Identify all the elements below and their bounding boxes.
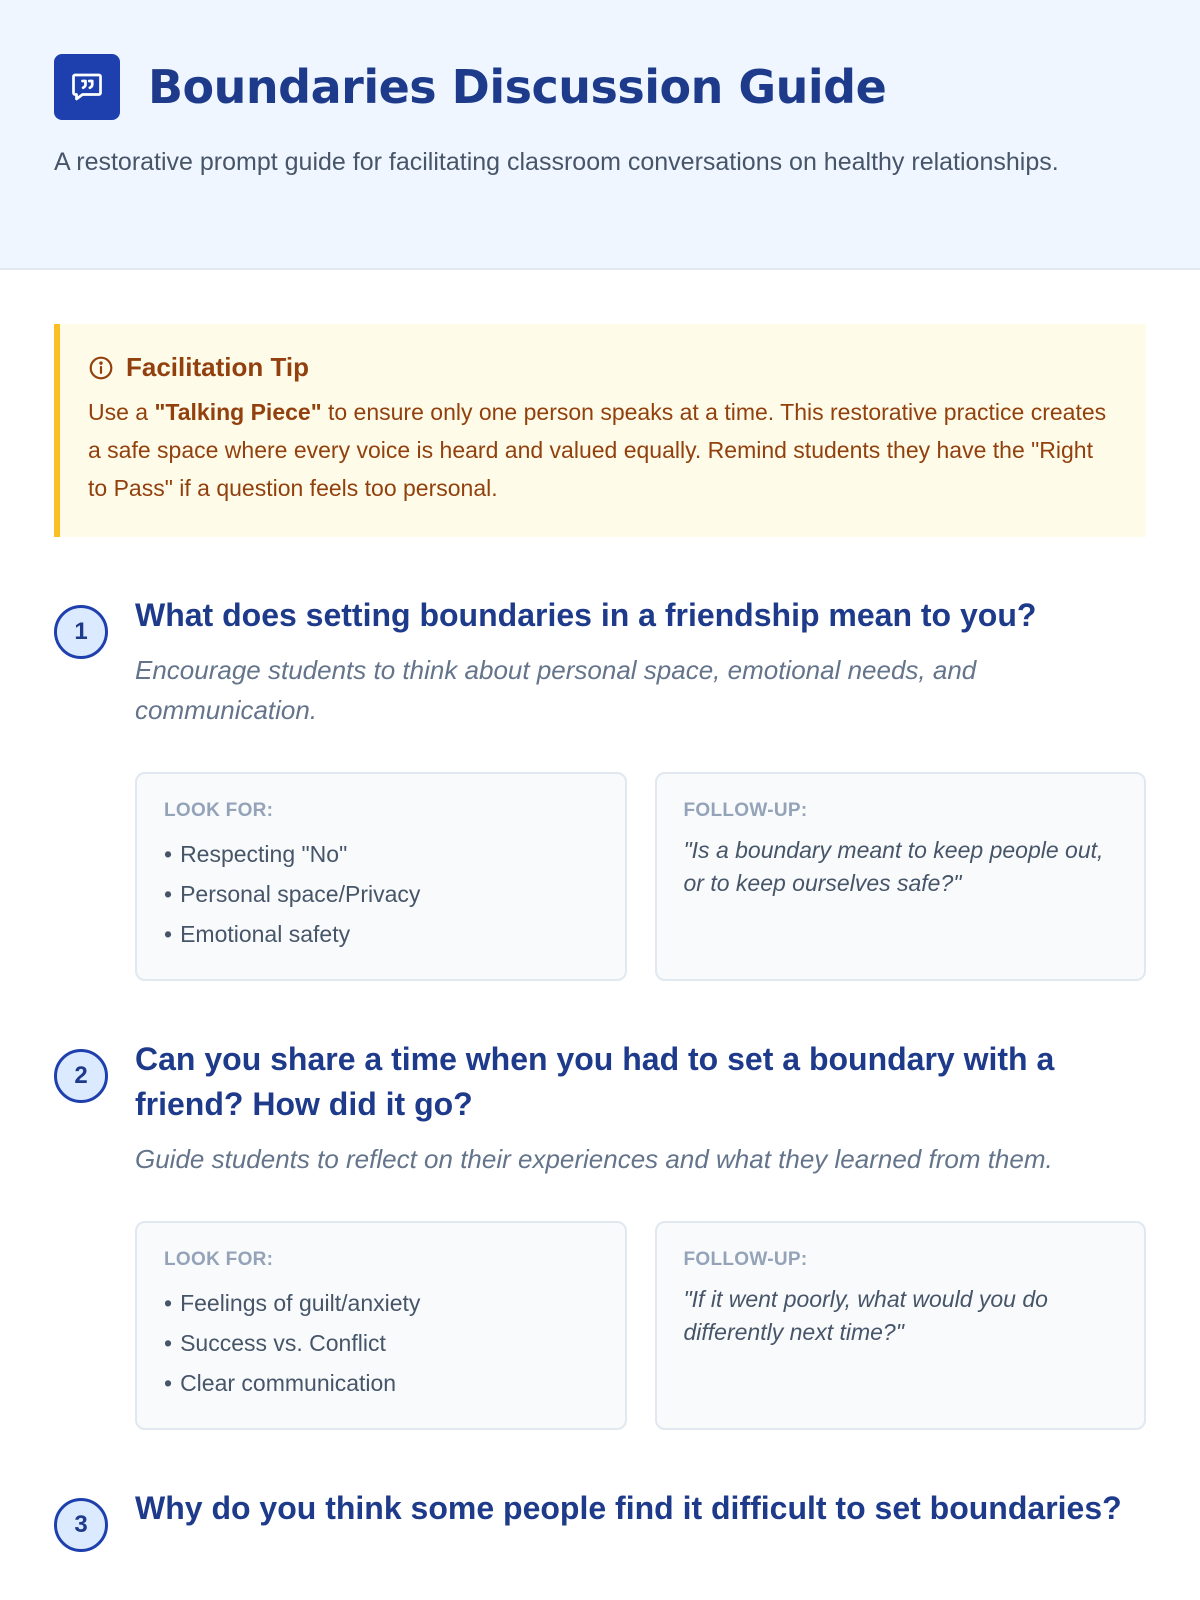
question-cards [135,1221,1146,1430]
list-item [164,1283,598,1323]
follow-up-card [655,1221,1147,1430]
list-item [164,914,598,954]
question-3 [54,1486,1146,1538]
tip-title: Facilitation Tip [126,352,309,382]
list-item-text: Respecting "No" [180,841,348,867]
question-title: What does setting boundaries in a friendship mean to you? [135,597,1037,633]
look-for-label: LOOK FOR: [164,800,274,821]
question-description: Encourage students to think about personal space, emotional needs, and communication. [135,655,977,725]
look-for-card [135,1221,627,1430]
list-item [164,1363,598,1403]
look-for-list [164,834,598,954]
list-item [164,1323,598,1363]
list-item-text: Feelings of guilt/anxiety [180,1290,421,1316]
question-description: Guide students to reflect on their experiences and what they learned from them. [135,1144,1053,1174]
tip-text-before: Use a [88,399,155,425]
follow-up-text: "If it went poorly, what would you do differently next time?" [683,1286,1048,1345]
bullet-icon: • [164,881,173,907]
list-item-text: Personal space/Privacy [180,881,421,907]
title-row [54,54,1146,120]
question-cards [135,772,1146,981]
question-1 [54,593,1146,981]
look-for-list [164,1283,598,1403]
question-number: 3 [54,1498,108,1552]
bullet-icon: • [164,1370,173,1396]
list-item-text: Success vs. Conflict [180,1330,386,1356]
follow-up-card [655,772,1147,981]
question-number: 1 [54,605,108,659]
quote-message-icon [54,54,120,120]
question-title: Can you share a time when you had to set a boundary with a friend? How did it go? [135,1041,1055,1122]
tip-header [88,352,1112,383]
follow-up-label: FOLLOW-UP: [683,1249,808,1270]
follow-up-text: "Is a boundary meant to keep people out, or to keep ourselves safe?" [683,837,1104,896]
info-icon [88,355,114,381]
page-title: Boundaries Discussion Guide [148,60,887,114]
tip-highlight: "Talking Piece" [154,399,322,425]
list-item [164,834,598,874]
question-title: Why do you think some people find it difficult to set boundaries? [135,1490,1122,1526]
question-2 [54,1037,1146,1430]
list-item-text: Emotional safety [180,921,351,947]
tip-text [88,393,1112,507]
bullet-icon: • [164,841,173,867]
page-subtitle: A restorative prompt guide for facilitating classroom conversations on healthy relationships. [54,148,1059,176]
look-for-label: LOOK FOR: [164,1249,274,1270]
bullet-icon: • [164,1290,173,1316]
list-item-text: Clear communication [180,1370,397,1396]
look-for-card [135,772,627,981]
list-item [164,874,598,914]
bullet-icon: • [164,921,173,947]
question-number: 2 [54,1049,108,1103]
page-header [0,0,1200,270]
bullet-icon: • [164,1330,173,1356]
follow-up-label: FOLLOW-UP: [683,800,808,821]
facilitation-tip [54,324,1146,537]
guide-content [0,270,1200,1538]
tip-text-after: to ensure only one person speaks at a time. This restorative practice creates a safe space where every voice is heard and valued equally. Remind students they have the "Right to Pass" if a question feels too personal. [88,399,1107,501]
